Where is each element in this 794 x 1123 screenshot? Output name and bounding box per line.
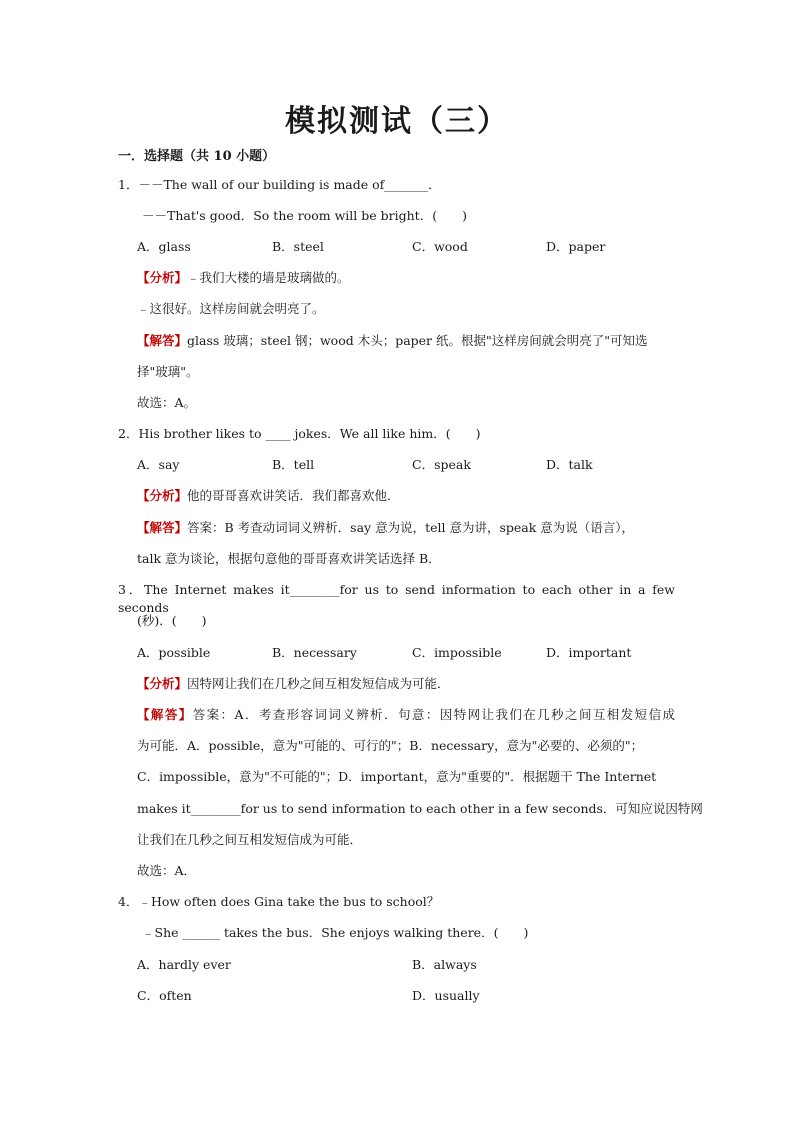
analysis bbox=[137, 269, 350, 287]
analysis-tag: 【分析】 bbox=[137, 488, 188, 503]
answer-text: 答案：B 考查动词词义辨析．say 意为说，tell 意为讲，speak 意为说（语言）， bbox=[187, 520, 635, 535]
analysis-text-2: ﹣这很好。这样房间就会明亮了。 bbox=[137, 301, 325, 316]
question-1-stem-2: －－That's good．So the room will be bright．( ) bbox=[142, 208, 467, 223]
answer-text: glass 玻璃；steel 钢；wood 木头；paper 纸。根据"这样房间就会明亮了"可知选 bbox=[187, 333, 648, 348]
option-b: B．always bbox=[412, 957, 477, 972]
page-title: 模拟测试（三） bbox=[285, 104, 509, 139]
answer-text-2: 为可能．A．possible，意为"可能的、可行的"；B．necessary，意为"必要的、必须的"； bbox=[137, 738, 644, 753]
question-4-stem-2: ﹣She ______ takes the bus．She enjoys walking there．( ) bbox=[142, 925, 529, 940]
question-4-stem: 4．﹣How often does Gina take the bus to school？ bbox=[118, 894, 440, 909]
option-a: A．possible bbox=[137, 645, 211, 660]
analysis-tag: 【分析】 bbox=[137, 676, 188, 691]
answer-tag: 【解答】 bbox=[137, 707, 193, 722]
section-heading: 一．选择题（共 10 小题） bbox=[118, 149, 276, 164]
answer-text-5: 让我们在几秒之间互相发短信成为可能． bbox=[137, 832, 363, 847]
answer-text-4: makes it________for us to send information to each other in a few seconds．可知应说因特网 bbox=[137, 801, 703, 816]
option-b: B．tell bbox=[272, 457, 315, 472]
question-1-stem: 1．－－The wall of our building is made of_______． bbox=[118, 177, 441, 192]
option-c: C．wood bbox=[412, 239, 468, 254]
option-a: A．hardly ever bbox=[137, 957, 231, 972]
option-b: B．necessary bbox=[272, 645, 357, 660]
answer bbox=[137, 706, 675, 724]
analysis bbox=[137, 675, 450, 693]
option-c: C．often bbox=[137, 988, 192, 1003]
option-a: A．say bbox=[137, 457, 180, 472]
answer-tag: 【解答】 bbox=[137, 520, 188, 535]
answer-text-2: 择"玻璃"。 bbox=[137, 364, 199, 379]
option-d: D．paper bbox=[546, 239, 606, 254]
option-d: D．usually bbox=[412, 988, 480, 1003]
choice: 故选：A． bbox=[137, 863, 197, 878]
choice: 故选：A。 bbox=[137, 395, 197, 410]
analysis-tag: 【分析】 bbox=[137, 270, 188, 285]
answer bbox=[137, 332, 648, 350]
answer-text-3: C．impossible，意为"不可能的"；D．important，意为"重要的"．根据题干 The Internet bbox=[137, 769, 657, 784]
answer-text: 答案：A．考查形容词词义辨析．句意：因特网让我们在几秒之间互相发短信成 bbox=[192, 707, 675, 722]
answer bbox=[137, 519, 634, 537]
question-2-stem: 2．His brother likes to ____ jokes．We all like him．( ) bbox=[118, 426, 481, 441]
option-c: C．speak bbox=[412, 457, 471, 472]
analysis-text: 因特网让我们在几秒之间互相发短信成为可能． bbox=[187, 676, 450, 691]
analysis bbox=[137, 487, 400, 505]
option-b: B．steel bbox=[272, 239, 324, 254]
answer-text-2: talk 意为谈论，根据句意他的哥哥喜欢讲笑话选择 B． bbox=[137, 551, 441, 566]
question-3-stem-2: (秒)．( ) bbox=[137, 613, 207, 628]
option-d: D．important bbox=[546, 645, 632, 660]
option-c: C．impossible bbox=[412, 645, 502, 660]
question-3-stem: 3．The Internet makes it________for us to send information to each other in a few seconds bbox=[118, 582, 675, 615]
option-a: A．glass bbox=[137, 239, 191, 254]
answer-tag: 【解答】 bbox=[137, 333, 188, 348]
analysis-text: ﹣我们大楼的墙是玻璃做的。 bbox=[187, 270, 350, 285]
option-d: D．talk bbox=[546, 457, 593, 472]
analysis-text: 他的哥哥喜欢讲笑话．我们都喜欢他． bbox=[187, 488, 400, 503]
